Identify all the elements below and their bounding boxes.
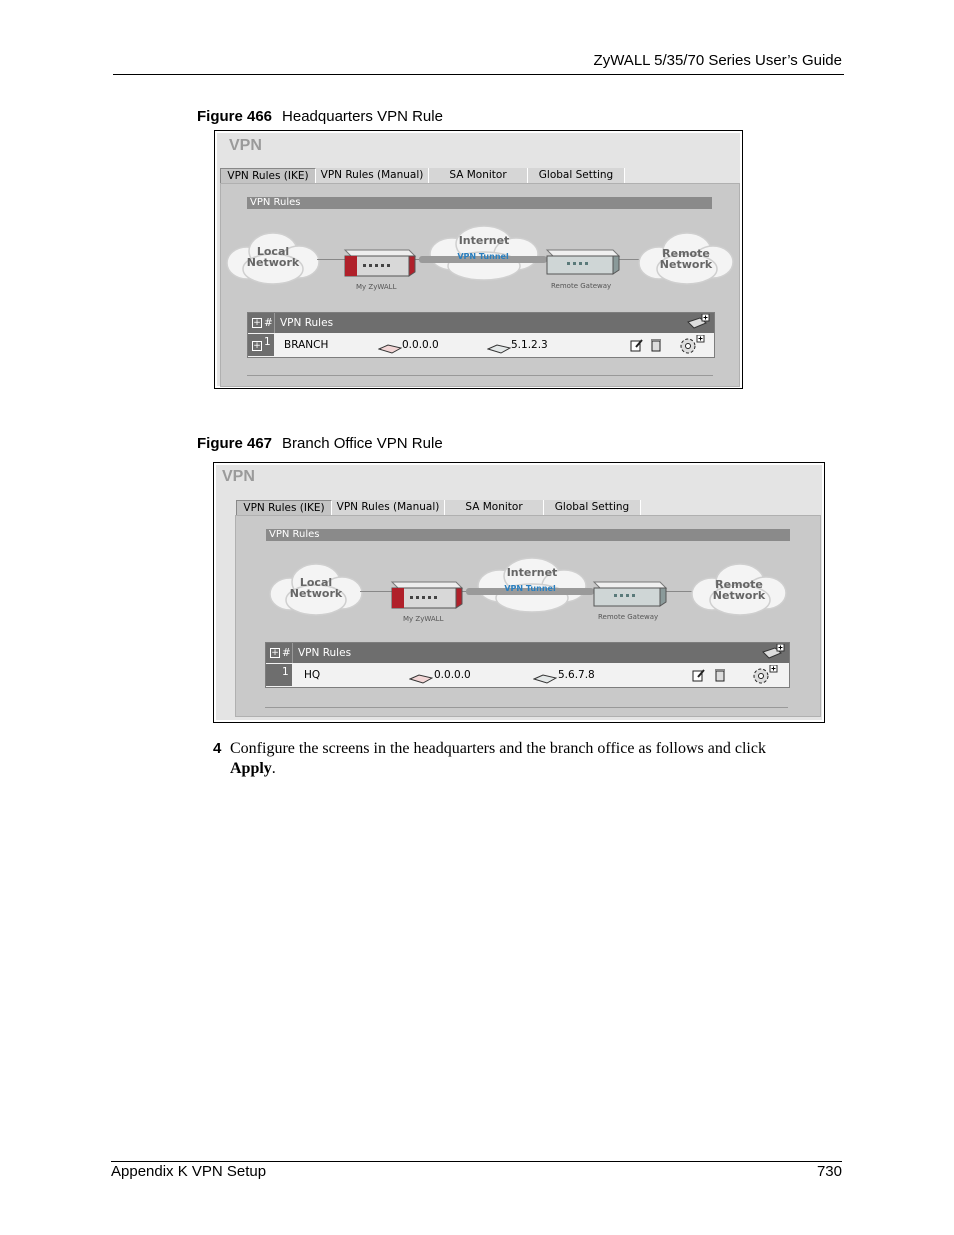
col-num-header: # bbox=[282, 647, 291, 659]
col-rules-header: VPN Rules bbox=[280, 317, 334, 329]
local-device-icon bbox=[378, 340, 402, 362]
tab-vpn-rules-manual[interactable]: VPN Rules (Manual) bbox=[316, 168, 429, 183]
local-label-2: Network bbox=[289, 587, 343, 600]
remote-gateway-label: Remote Gateway bbox=[551, 282, 612, 290]
panel-divider bbox=[265, 707, 788, 708]
local-network-cloud bbox=[225, 229, 321, 287]
expand-all-icon[interactable]: + bbox=[253, 318, 261, 328]
table-header bbox=[266, 643, 789, 663]
delete-icon[interactable] bbox=[650, 338, 662, 360]
remote-network-cloud bbox=[637, 229, 735, 287]
remote-label-2: Network bbox=[659, 258, 713, 271]
figure-466-title: Headquarters VPN Rule bbox=[282, 108, 443, 125]
vpn-rules-panel bbox=[235, 515, 821, 717]
tab-vpn-rules-manual[interactable]: VPN Rules (Manual) bbox=[332, 500, 445, 515]
rule-name: HQ bbox=[304, 669, 321, 681]
table-header bbox=[248, 313, 714, 333]
my-zywall-label: My ZyWALL bbox=[403, 615, 444, 623]
my-zywall-device-icon bbox=[384, 578, 464, 619]
step-number: 4 bbox=[213, 740, 222, 757]
table-row[interactable] bbox=[248, 334, 714, 356]
figure-467-title: Branch Office VPN Rule bbox=[282, 435, 443, 452]
internet-label: Internet bbox=[458, 234, 510, 247]
figure-467-caption bbox=[197, 435, 443, 452]
rule-name: BRANCH bbox=[284, 339, 329, 351]
figure-467-screenshot bbox=[213, 462, 825, 723]
vpn-page-title: VPN bbox=[222, 468, 255, 485]
figure-466-screenshot bbox=[214, 130, 743, 389]
section-title: VPN Rules bbox=[266, 529, 790, 541]
step-text bbox=[230, 739, 830, 779]
page-number: 730 bbox=[816, 1163, 842, 1180]
col-num-header: # bbox=[264, 317, 273, 329]
vpn-page-title: VPN bbox=[229, 137, 262, 154]
remote-ip: 5.6.7.8 bbox=[558, 669, 595, 681]
settings-gear-icon[interactable] bbox=[678, 335, 706, 363]
remote-ip: 5.1.2.3 bbox=[511, 339, 548, 351]
vpn-tunnel-label: VPN Tunnel bbox=[457, 252, 509, 261]
figure-466-number: Figure 466 bbox=[197, 108, 273, 125]
remote-label-2: Network bbox=[712, 589, 766, 602]
table-row[interactable] bbox=[266, 664, 789, 686]
vpn-tunnel bbox=[419, 252, 547, 263]
section-title: VPN Rules bbox=[247, 197, 712, 209]
remote-gateway-device-icon bbox=[590, 578, 670, 617]
step-end: . bbox=[271, 760, 276, 777]
step-apply: Apply bbox=[230, 760, 272, 777]
figure-467-number: Figure 467 bbox=[197, 435, 273, 452]
row-num-cell bbox=[266, 664, 292, 686]
step-body: Configure the screens in the headquarters and the branch office as follows and click bbox=[230, 740, 766, 757]
figure-466-caption bbox=[197, 108, 443, 125]
local-label-1: Local bbox=[256, 245, 290, 258]
tab-vpn-rules-ike[interactable]: VPN Rules (IKE) bbox=[220, 168, 316, 183]
row-num-cell bbox=[248, 334, 274, 356]
footer-rule bbox=[111, 1161, 842, 1162]
internet-label: Internet bbox=[506, 566, 558, 579]
edit-icon[interactable] bbox=[692, 668, 706, 690]
vpn-tunnel-label: VPN Tunnel bbox=[504, 584, 556, 593]
local-device-icon bbox=[409, 670, 433, 692]
delete-icon[interactable] bbox=[714, 668, 726, 690]
local-network-cloud bbox=[268, 560, 364, 618]
local-ip: 0.0.0.0 bbox=[402, 339, 439, 351]
tab-global-setting[interactable]: Global Setting bbox=[528, 168, 625, 183]
settings-gear-icon[interactable] bbox=[751, 665, 779, 693]
tab-vpn-rules-ike[interactable]: VPN Rules (IKE) bbox=[236, 500, 332, 515]
local-label-1: Local bbox=[299, 576, 333, 589]
my-zywall-device-icon bbox=[337, 246, 417, 287]
row-number: 1 bbox=[264, 336, 271, 348]
panel-divider bbox=[247, 375, 713, 376]
footer-section: Appendix K VPN Setup bbox=[111, 1163, 267, 1180]
document-header-title: ZyWALL 5/35/70 Series User’s Guide bbox=[593, 52, 842, 69]
my-zywall-label: My ZyWALL bbox=[356, 283, 397, 291]
col-rules-header: VPN Rules bbox=[298, 647, 352, 659]
tab-sa-monitor[interactable]: SA Monitor bbox=[445, 500, 544, 515]
vpn-tabs bbox=[220, 168, 625, 183]
remote-device-icon bbox=[533, 670, 557, 692]
remote-device-icon bbox=[487, 340, 511, 362]
header-rule bbox=[113, 74, 844, 75]
local-label-2: Network bbox=[246, 256, 300, 269]
vpn-rules-panel bbox=[220, 183, 740, 387]
tab-sa-monitor[interactable]: SA Monitor bbox=[429, 168, 528, 183]
tab-global-setting[interactable]: Global Setting bbox=[544, 500, 641, 515]
remote-label-1: Remote bbox=[662, 247, 710, 260]
vpn-rules-table bbox=[247, 312, 715, 358]
expand-row-icon[interactable]: + bbox=[253, 341, 261, 351]
vpn-rules-table bbox=[265, 642, 790, 688]
vpn-tunnel bbox=[466, 584, 594, 595]
vpn-tabs bbox=[236, 500, 641, 515]
row-number: 1 bbox=[282, 666, 289, 678]
remote-network-cloud bbox=[690, 560, 788, 618]
expand-all-icon[interactable]: + bbox=[271, 648, 279, 658]
remote-gateway-device-icon bbox=[543, 246, 623, 285]
remote-label-1: Remote bbox=[715, 578, 763, 591]
edit-icon[interactable] bbox=[630, 338, 644, 360]
local-ip: 0.0.0.0 bbox=[434, 669, 471, 681]
remote-gateway-label: Remote Gateway bbox=[598, 613, 659, 621]
